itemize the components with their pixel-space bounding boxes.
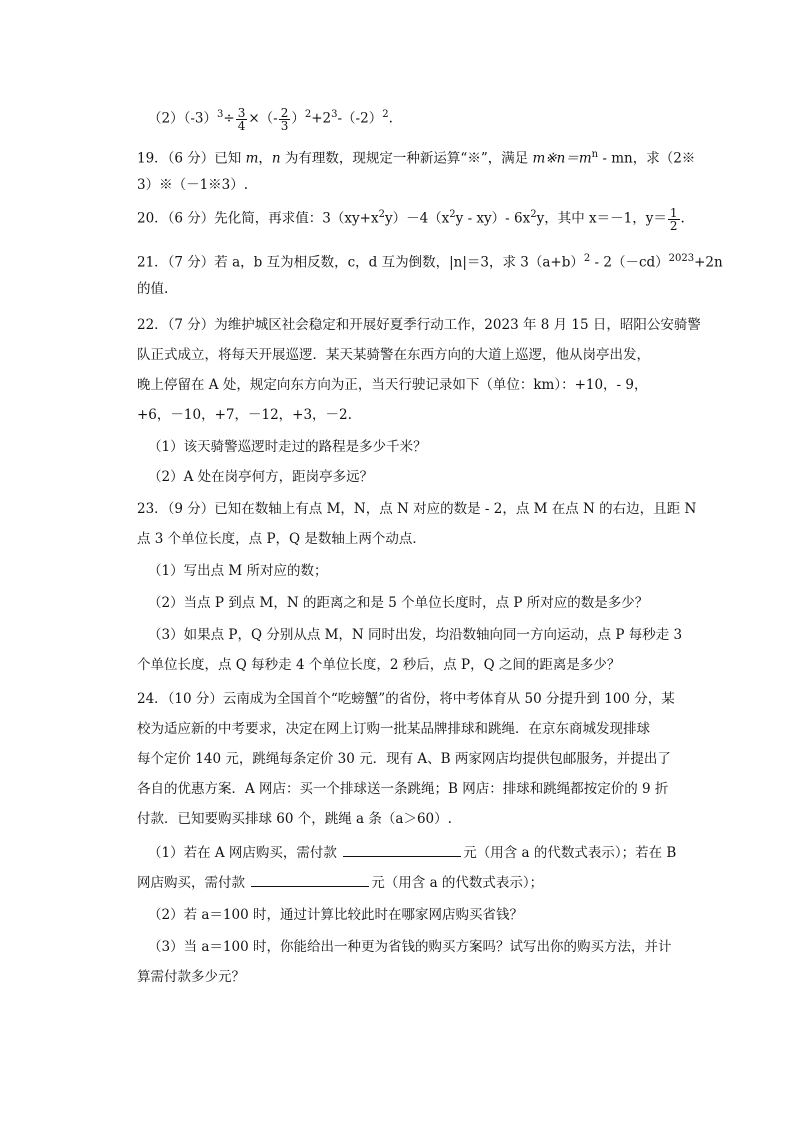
q20-fraction — [668, 207, 680, 232]
q21-line2: 的值. — [137, 281, 169, 297]
q20-exp: 2 — [530, 209, 537, 220]
q24-line: 校为适应新的中考要求，决定在网上订购一批某品牌排球和跳绳．在京东商城发现排球 — [137, 721, 650, 737]
q18-fraction — [236, 107, 248, 132]
q23-sub3: （3）如果点 P，Q 分别从点 M，N 同时出发，均沿数轴向同一方向运动，点 P 每秒走 3 — [148, 627, 683, 643]
q19-line1 — [137, 146, 695, 168]
q18-exp: 3 — [217, 109, 224, 120]
var-m: m — [245, 150, 259, 167]
q18-fraction — [279, 107, 291, 132]
fraction-denominator: 2 — [669, 218, 678, 233]
q18-text: +2 — [311, 110, 332, 127]
q21-exp: 2023 — [668, 253, 695, 264]
q24-sub1 — [148, 844, 676, 862]
q20-text: y - xy）- 6x — [455, 210, 531, 227]
q24-text: （1）若在 A 网店购买，需付款 — [148, 845, 342, 861]
q23-line: 点 3 个单位长度，点 P，Q 是数轴上两个动点． — [137, 531, 426, 547]
fraction-numerator: 1 — [669, 205, 678, 220]
q24-sub2: （2）若 a＝100 时，通过计算比较此时在哪家网店购买省钱？ — [148, 907, 523, 923]
var-n: n — [271, 150, 281, 167]
q23-line: 23．（9 分）已知在数轴上有点 M，N，点 N 对应的数是 - 2，点 M 在点 N 的右边，且距 N — [137, 501, 697, 517]
q20-text: . — [680, 210, 685, 227]
q20-exp: 2 — [449, 209, 456, 220]
q24-line: 每个定价 140 元，跳绳每条定价 30 元．现有 A、B 两家网店均提供包邮服务，并提出了 — [137, 751, 671, 767]
q22-line: 队正式成立，将每天开展巡逻．某天某骑警在东西方向的大道上巡逻，他从岗亭出发， — [137, 347, 650, 363]
q21-line1 — [137, 250, 723, 272]
fraction-numerator: 3 — [237, 105, 246, 120]
q24-text: 元（用含 a 的代数式表示）； — [371, 875, 544, 891]
q24-sub3-cont: 算需付款多少元？ — [137, 969, 245, 985]
q23-sub3-cont: 个单位长度，点 Q 每秒走 4 个单位长度，2 秒后，点 P，Q 之间的距离是多少？ — [137, 657, 621, 673]
q19-text: - mn，求（2※ — [598, 150, 696, 167]
q19-text: 为有理数，现规定一种新运算“※”，满足 — [280, 150, 533, 167]
q20-line — [137, 206, 685, 232]
q20-exp: 2 — [378, 209, 385, 220]
q24-sub3: （3）当 a＝100 时，你能给出一种更为省钱的购买方案吗？试写出你的购买方法，并计 — [148, 939, 672, 955]
q18-exp: 3 — [331, 109, 338, 120]
q18-text: ） — [291, 110, 305, 127]
q22-line: +6，－10，+7，－12，+3，－2. — [137, 407, 352, 423]
fraction-numerator: 2 — [280, 105, 289, 120]
q19-text: ， — [258, 150, 272, 167]
q18-exp: 2 — [382, 109, 389, 120]
q24-line: 付款．已知要购买排球 60 个，跳绳 a 条（a＞60）. — [137, 811, 452, 827]
q18-text: （2）（-3） — [148, 110, 217, 127]
q20-text: 20．（6 分）先化简，再求值：3（xy+x — [137, 210, 379, 227]
q18-text: ×（- — [248, 110, 278, 127]
q20-text: y，其中 x＝－1，y＝ — [536, 210, 667, 227]
q21-text: +2n — [694, 254, 723, 271]
q22-sub1: （1）该天骑警巡逻时走过的路程是多少千米？ — [148, 439, 427, 455]
answer-blank-a[interactable] — [343, 844, 461, 857]
q24-line: 24．（10 分）云南成为全国首个“吃螃蟹”的省份，将中考体育从 50 分提升到 100 分，某 — [137, 691, 675, 707]
fraction-denominator: 3 — [280, 118, 289, 133]
q24-sub1-cont — [137, 874, 543, 892]
fraction-denominator: 4 — [237, 118, 246, 133]
q18-text: -（-2） — [337, 110, 383, 127]
q21-exp: 2 — [583, 253, 591, 264]
q23-sub1: （1）写出点 M 所对应的数； — [148, 563, 328, 579]
q19-exp: n — [591, 149, 599, 160]
q23-sub2: （2）当点 P 到点 M，N 的距离之和是 5 个单位长度时，点 P 所对应的数是多少？ — [148, 595, 649, 611]
q21-text: 21．（7 分）若 a，b 互为相反数，c，d 互为倒数，|n|＝3，求 3（a+b） — [137, 254, 584, 271]
q22-line: 晚上停留在 A 处，规定向东方向为正，当天行驶记录如下（单位：km）：+10，- 9， — [137, 377, 648, 393]
q22-sub2: （2）A 处在岗亭何方，距岗亭多远？ — [148, 469, 374, 485]
q24-text: 网店购买，需付款 — [137, 875, 250, 891]
q19-text: 19．（6 分）已知 — [137, 150, 246, 167]
answer-blank-b[interactable] — [251, 874, 369, 887]
q24-text: 元（用含 a 的代数式表示）；若在 B — [463, 845, 677, 861]
q21-text: - 2（－cd） — [590, 254, 669, 271]
q18-part2 — [148, 106, 393, 132]
q19-expression: m※n＝m — [532, 150, 592, 167]
q19-line2: 3）※（－1※3）. — [137, 177, 249, 193]
q18-exp: 2 — [304, 109, 312, 120]
q18-text: . — [388, 110, 393, 127]
q18-text: ÷ — [223, 110, 235, 127]
q20-text: y）－4（x — [384, 210, 450, 227]
q24-line: 各自的优惠方案．A 网店：买一个排球送一条跳绳；B 网店：排球和跳绳都按定价的 9 折 — [137, 781, 669, 797]
q22-line: 22．（7 分）为维护城区社会稳定和开展好夏季行动工作，2023 年 8 月 15 日，昭阳公安骑警 — [137, 317, 701, 333]
